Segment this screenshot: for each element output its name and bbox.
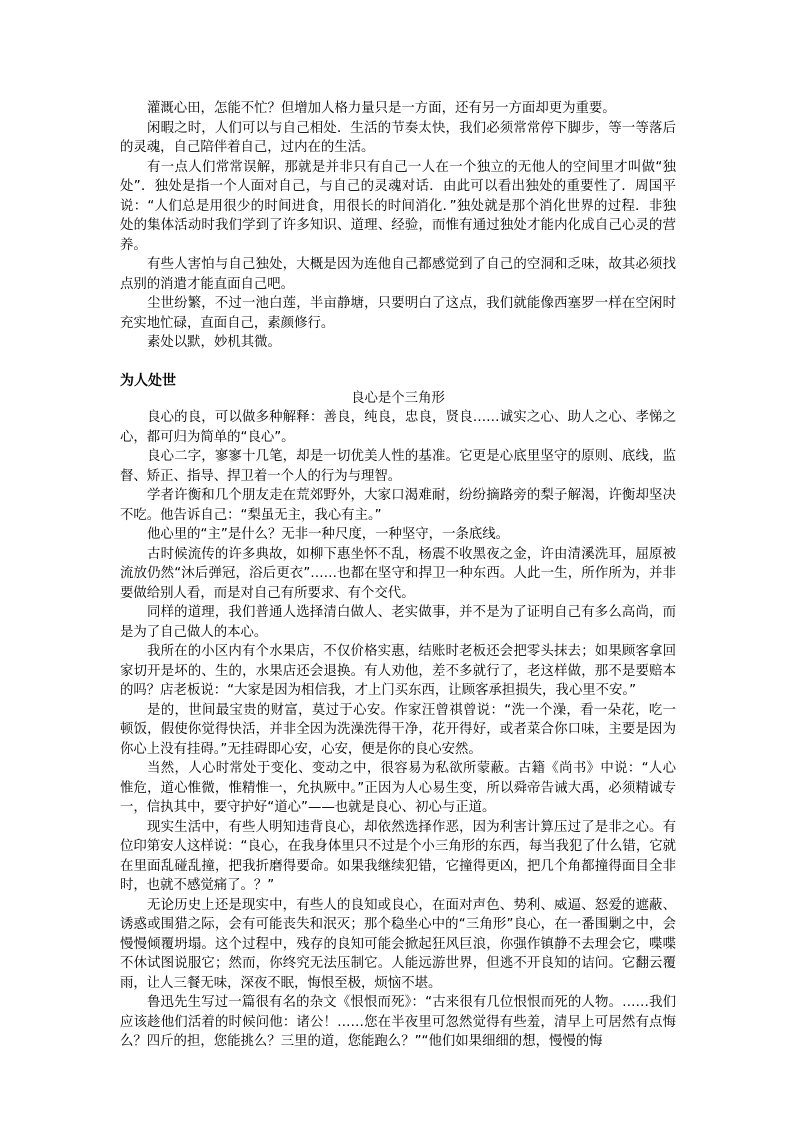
paragraph: 他心里的“主”是什么？无非一种尺度，一种坚守，一条底线。: [147, 527, 510, 542]
paragraph: 现实生活中，有些人明知违背良心，却依然选择作恶，因为利害计算压过了是非之心。有位印第安人这样说：“良心，在我身体里只不过是个小三角形的东西，每当我犯了什么错，它就在里面乱碰乱撞，把我折磨得要命。如果我继续犯错，它撞得更凶，把几个角都撞得面目全非时，也就不感觉痛了。？”: [120, 819, 676, 893]
article-body: [120, 408, 676, 1052]
paragraph: 良心二字，寥寥十几笔，却是一切优美人性的基准。它更是心底里坚守的原则、底线，监督、矫正、指导、捍卫着一个人的行为与理智。: [120, 449, 676, 484]
paragraph: 尘世纷繁，不过一池白莲，半亩静塘，只要明白了这点，我们就能像西塞罗一样在空闲时充实地忙碌，直面自己，素颜修行。: [120, 296, 676, 331]
article-title: 良心是个三角形: [351, 391, 445, 406]
paragraph: 古时候流传的许多典故，如柳下惠坐怀不乱，杨震不收黑夜之金，许由清溪洗耳，屈原被流放仍然“沐后弹冠，浴后更衣”……也都在坚守和捍卫一种东西。人此一生，所作所为，并非要做给别人看，而是对自己有所要求、有个交代。: [120, 546, 676, 601]
paragraph: 灌溉心田，怎能不忙？但增加人格力量只是一方面，还有另一方面却更为重要。: [147, 101, 616, 116]
paragraph: 同样的道理，我们普通人选择清白做人、老实做事，并不是为了证明自己有多么高尚，而是为了自己做人的本心。: [120, 605, 676, 640]
essay-continuation: [120, 99, 676, 353]
section-title: 为人处世: [120, 373, 176, 389]
paragraph: 是的，世间最宝贵的财富，莫过于心安。作家汪曾祺曾说：“洗一个澡，看一朵花，吃一顿饭，假使你觉得快活，并非全因为洗澡洗得干净，花开得好，或者菜合你口味，主要是因为你心上没有挂碍。”无挂碍即心安，心安，便是你的良心安然。: [120, 702, 676, 757]
paragraph: 无论历史上还是现实中，有些人的良知或良心，在面对声色、势利、威逼、怒爱的遮蔽、诱惑或围猎之际，会有可能丧失和泯灭；那个稳坐心中的“三角形”良心，在一番围剿之中，会慢慢倾覆坍塌。这个过程中，残存的良知可能会掀起狂风巨浪，你强作镇静不去理会它，喋喋不休试图说服它；然而，你终究无法压制它。人能远游世界，但逃不开良知的诘问。它翻云覆雨，让人三餐无味，深夜不眠，悔恨至极，烦恼不堪。: [120, 897, 676, 991]
paragraph: 素处以默，妙机其微。: [147, 335, 281, 350]
paragraph: 鲁迅先生写过一篇很有名的杂文《恨恨而死》：“古来很有几位恨恨而死的人物。……我们应该趁他们活着的时候问他：诸公！……您在半夜里可忽然觉得有些羞，清早上可居然有点悔么？四斤的担，您能挑么？三里的道，您能跑么？”“他们如果细细的想，慢慢的悔: [120, 995, 676, 1049]
paragraph: 学者许衡和几个朋友走在荒郊野外，大家口渴难耐，纷纷摘路旁的梨子解渴，许衡却坚决不吃。他告诉自己：“梨虽无主，我心有主。”: [120, 488, 676, 523]
paragraph: 当然，人心时常处于变化、变动之中，很容易为私欲所蒙蔽。古籍《尚书》中说：“人心惟危，道心惟微，惟精惟一，允执厥中。”正因为人心易生变，所以舜帝告诫大禹，必须精诚专一，信执其中，要守护好“道心”——也就是良心、初心与正道。: [120, 761, 676, 815]
paragraph: 有些人害怕与自己独处，大概是因为连他自己都感觉到了自己的空洞和乏味，故其必须找点别的消遣才能直面自己吧。: [120, 257, 676, 292]
paragraph: 我所在的小区内有个水果店，不仅价格实惠，结账时老板还会把零头抹去；如果顾客拿回家切开是坏的、生的，水果店还会退换。有人劝他，差不多就行了，老这样做，那不是要赔本的吗？店老板说：“大家是因为相信我，才上门买东西，让顾客承担损失，我心里不安。”: [120, 644, 676, 698]
paragraph: 有一点人们常常误解，那就是并非只有自己一人在一个独立的无他人的空间里才叫做“独处”．独处是指一个人面对自己，与自己的灵魂对话．由此可以看出独处的重要性了．周国平说：“人们总是用很少的时间进食，用很长的时间消化．”独处就是那个消化世界的过程．非独处的集体活动时我们学到了许多知识、道理、经验，而惟有通过独处才能内化成自己心灵的营养。: [120, 159, 676, 253]
paragraph: 闲暇之时，人们可以与自己相处．生活的节奏太快，我们必须常常停下脚步，等一等落后的灵魂，自己陪伴着自己，过内在的生活。: [120, 120, 676, 155]
paragraph: 良心的良，可以做多种解释：善良，纯良，忠良，贤良……诚实之心、助人之心、孝悌之心，都可归为简单的“良心”。: [120, 410, 676, 445]
